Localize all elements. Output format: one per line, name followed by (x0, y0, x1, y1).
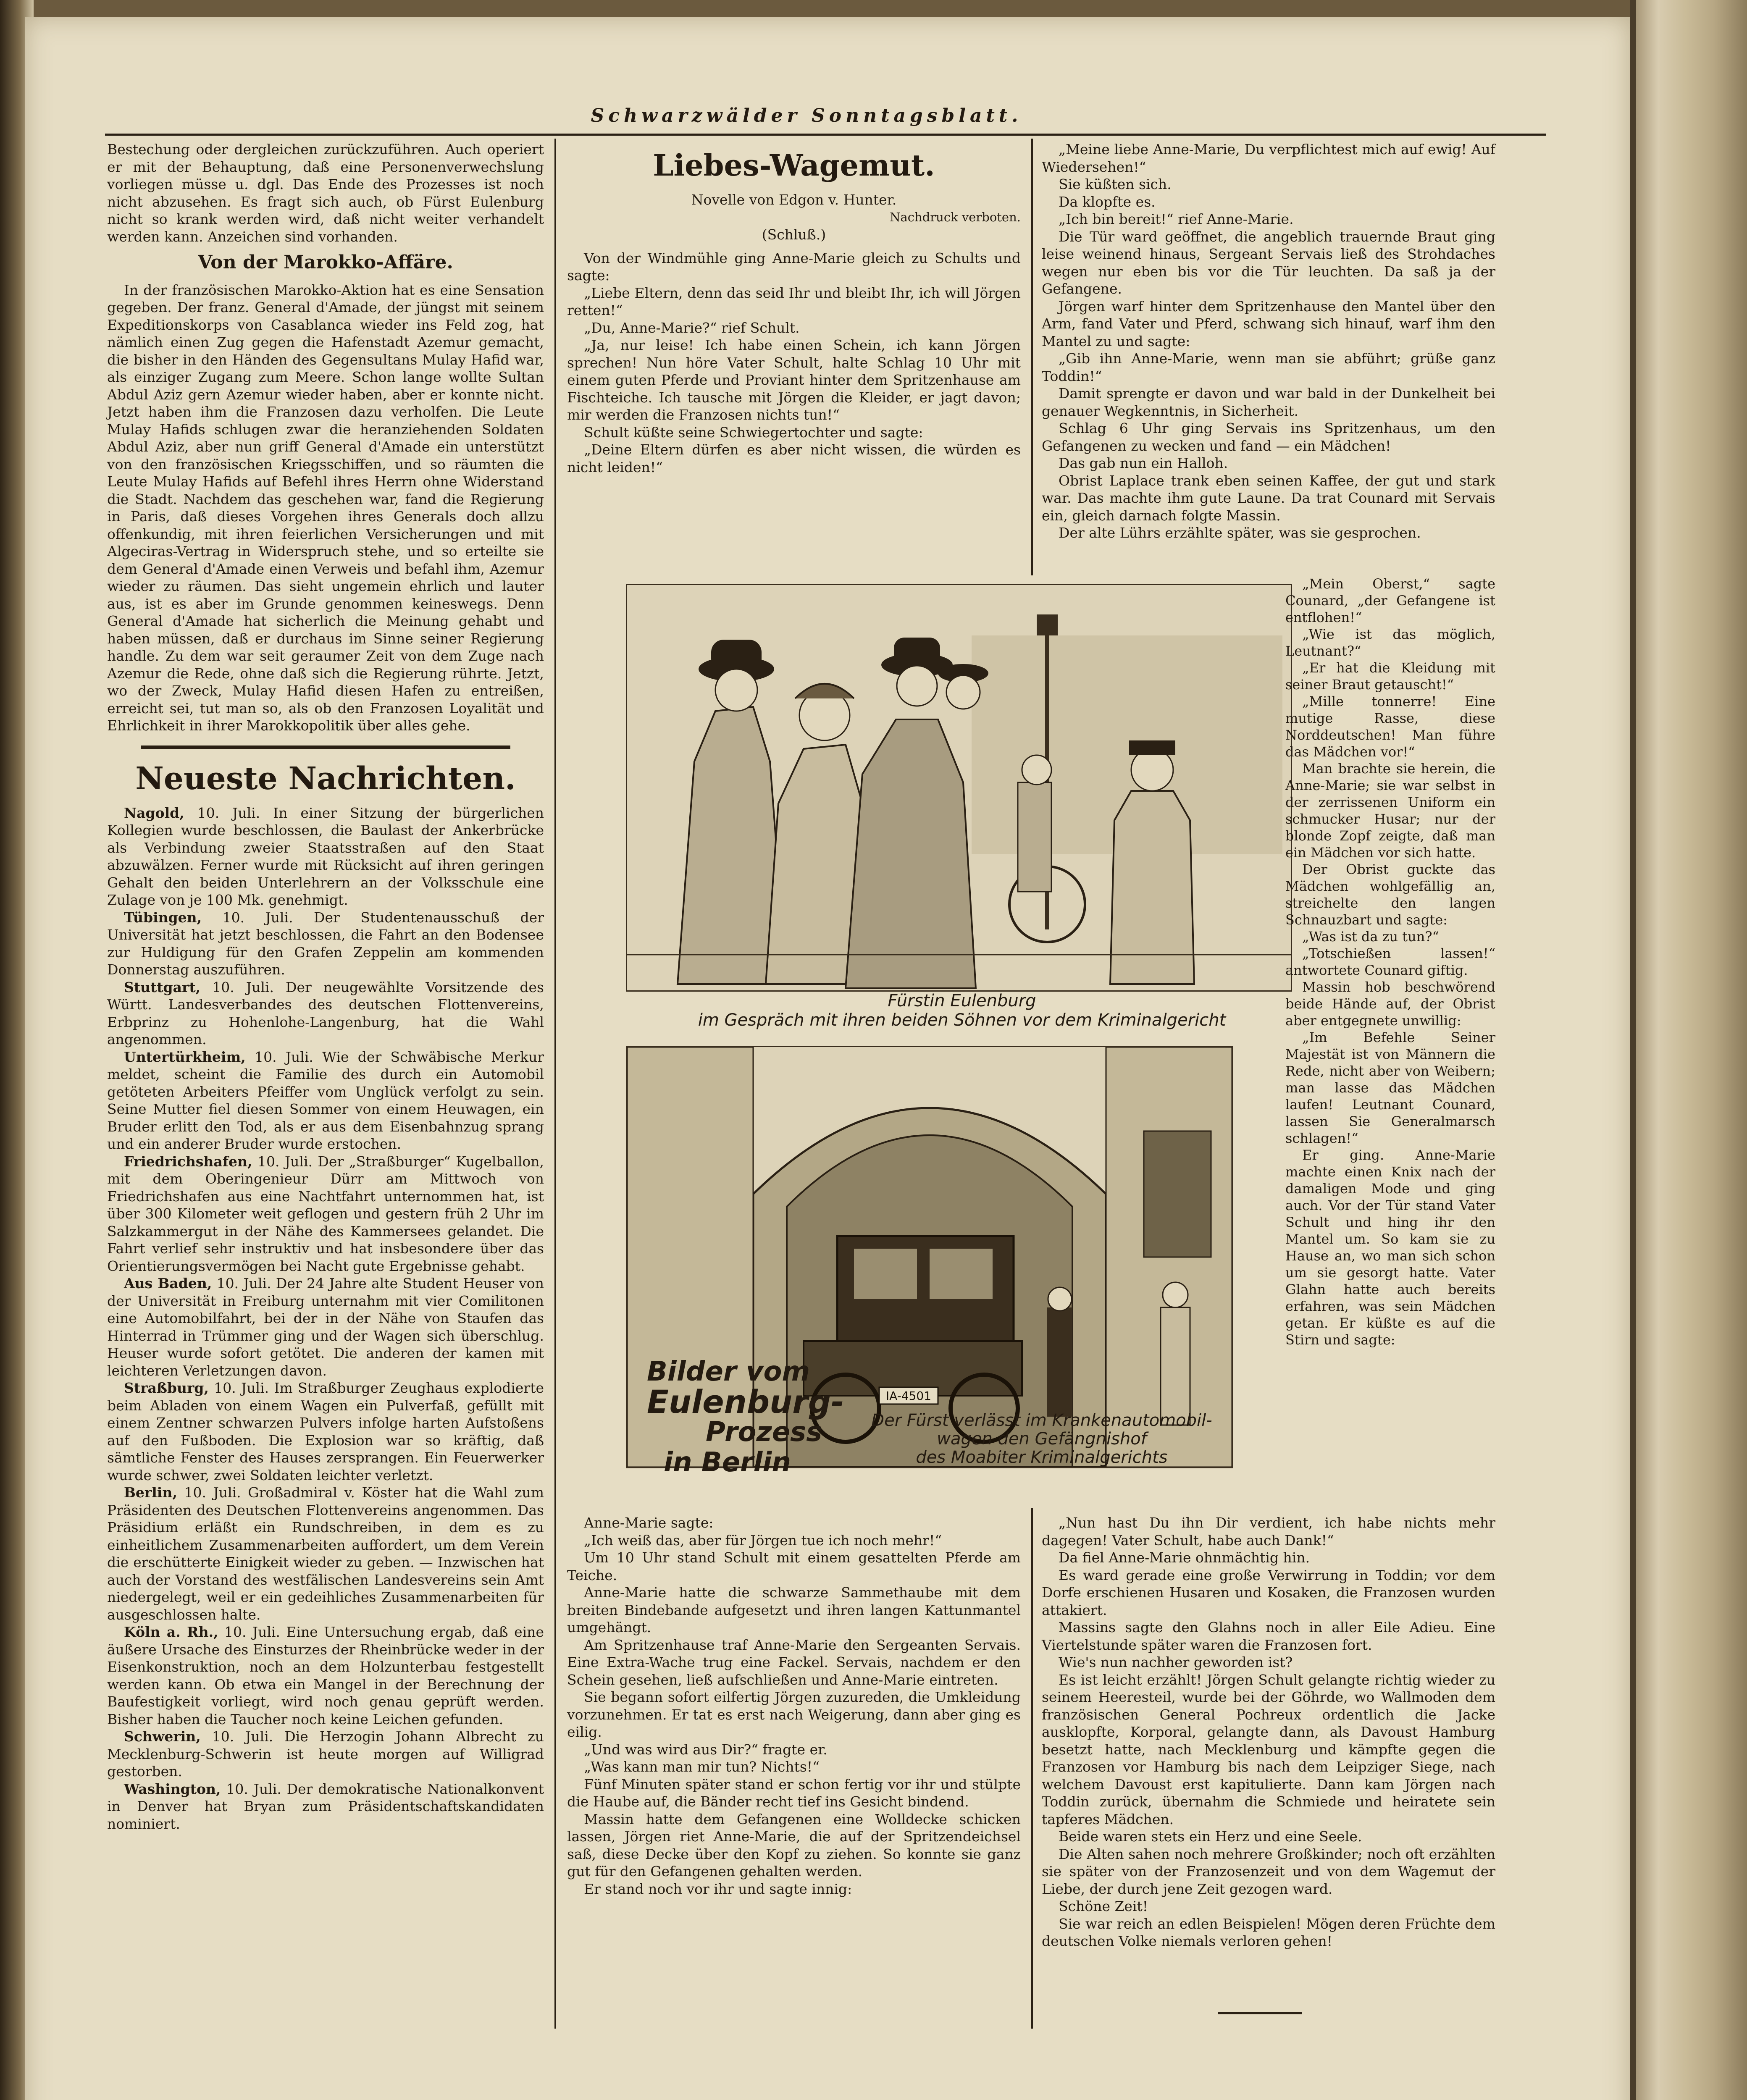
news-place: Schwerin, (124, 1728, 201, 1745)
story-paragraph: „Mille tonnerre! Eine mutige Rasse, diese Norddeutschen! Man führe das Mädchen vor!“ (1285, 693, 1495, 760)
title-line: Eulenburg- (647, 1383, 844, 1420)
story-paragraph: „Wie ist das möglich, Leutnant?“ (1285, 626, 1495, 659)
news-text: 10. Juli. Im Straßburger Zeughaus explodierte beim Abladen von einem Wagen ein Pulverfaß, gefüllt mit einem Zentner schwarzen Pulvers infolge harten Aufstoßens auf den Fußboden. Die Explosion war so kräftig, daß sämtliche Fenster des Hauses zersprangen. Ein Feuerwerker wurde schwer, zwei Soldaten leichter verletzt. (107, 1380, 544, 1483)
story-paragraph: Die Tür ward geöffnet, die angeblich trauernde Braut ging leise weinend hinaus, Sergeant Servais ließ des Strohdaches wegen nur eben bis vor die Tür leuchten. Da saß ja der Gefangene. (1042, 228, 1495, 297)
news-text: 10. Juli. Wie der Schwäbische Merkur meldet, scheint die Familie des durch ein Automobil getöteten Arbeiters Pfeiffer vom Unglück verfolgt zu sein. Seine Mutter fiel diesen Sommer von einem Heuwagen, ein Bruder erlitt den Tod, als er aus dem Eisenbahnzug sprang und ein anderer Bruder wurde erstochen. (107, 1048, 544, 1152)
column-divider-right-top (1031, 139, 1033, 575)
story-paragraph: Da klopfte es. (1059, 193, 1156, 210)
news-text: 10. Juli. Der demokratische Nationalkonvent in Denver hat Bryan zum Präsidentschaftskandidaten nominiert. (107, 1780, 544, 1832)
story-paragraph: Es ward gerade eine große Verwirrung in Toddin; vor dem Dorfe erschienen Husaren und Kosaken, die Franzosen wurden attakiert. (1042, 1567, 1495, 1618)
title-line: Prozess (706, 1417, 822, 1448)
news-item (107, 1048, 544, 1153)
story-paragraph: Am Spritzenhause traf Anne-Marie den Sergeanten Servais. Eine Extra-Wache trug eine Fackel. Servais, nachdem er den Schein gesehen, ließ aufschließen und Anne-Marie eintreten. (567, 1636, 1021, 1688)
marokko-paragraph: In der französischen Marokko-Aktion hat es eine Sensation gegeben. Der franz. General d'Amade, der jüngst mit seinem Expeditionskorps von Casablanca wieder ins Feld zog, hat nämlich einen Zug gegen die Hafenstadt Azemur gemacht, die bisher in den Händen des Gegensultans Mulay Hafid war, als einziger Zugang zum Meere. Schon lange wollte Sultan Abdul Aziz gern Azemur wieder haben, aber er konnte nicht. Jetzt haben ihm die Franzosen dazu verholfen. Die Leute Mulay Hafids schlugen zwar die heranziehenden Soldaten Abdul Aziz, aber nun griff General d'Amade ein unterstützt von den französischen Kriegsschiffen, und so räumten die Leute Mulay Hafids auf Befehl ihres Herrn ohne Widerstand die Stadt. Nachdem das geschehen war, fand die Regierung in Paris, daß dieses Vorgehen ihres Generals doch allzu offenkundig, mit ihren feierlichen Versicherungen und mit Algeciras-Vertrag in Widerspruch stehe, und so erteilte sie dem General d'Amade einen Verweis und befahl ihm, Azemur wieder zu räumen. Das sieht ungemein ehrlich und lauter aus, ist es aber im Grunde genommen keineswegs. Denn General d'Amade hat sicherlich die Meinung gehabt und haben müssen, daß er durchaus im Sinne seiner Regierung handle. Zu dem war seit geraumer Zeit von dem Zuge nach Azemur die Rede, ohne daß sich die Regierung rührte. Jetzt, wo der Zweck, Mulay Hafid diesen Hafen zu entreißen, erreicht sei, tut man so, als ob den Franzosen Loyalität und Ehrlichkeit in ihrer Marokkopolitik über alles gehe. (107, 281, 544, 734)
story-paragraph: „Er hat die Kleidung mit seiner Braut getauscht!“ (1285, 660, 1495, 693)
story-paragraph: „Im Befehle Seiner Majestät ist von Männern die Rede, nicht aber von Weibern; man lasse das Mädchen laufen! Leutnant Counard, lassen Sie Generalmarsch schlagen!“ (1285, 1029, 1495, 1146)
story-paragraph: „Liebe Eltern, denn das seid Ihr und bleibt Ihr, ich will Jörgen retten!“ (567, 284, 1021, 318)
news-item (107, 1623, 544, 1728)
illustration-2-caption (844, 1411, 1239, 1467)
story-paragraph: Die Alten sahen noch mehrere Großkinder; noch oft erzählten sie später von der Franzosenzeit und von dem Wagemut der Liebe, der durch jene Zeit gezogen ward. (1042, 1845, 1495, 1897)
news-place: Friedrichshafen, (124, 1153, 252, 1170)
news-item (107, 1728, 544, 1780)
story-paragraph: Sie begann sofort eilfertig Jörgen zuzureden, die Umkleidung vorzunehmen. Er tat es erst nach Weigerung, dann aber ging es eilig. (567, 1689, 1021, 1740)
marokko-heading: Von der Marokko-Affäre. (198, 252, 453, 273)
engraving-figures-image (627, 585, 1291, 990)
caption-line: wagen den Gefängnishof (937, 1429, 1147, 1449)
story-right-bottom (1042, 1514, 1495, 1950)
news-place: Aus Baden, (124, 1275, 212, 1292)
story-mid-bottom (567, 1514, 1021, 1898)
news-item (107, 1484, 544, 1623)
news-item (107, 1275, 544, 1379)
news-place: Stuttgart, (124, 979, 201, 995)
news-place: Washington, (124, 1780, 221, 1797)
news-text: 10. Juli. In einer Sitzung der bürgerlichen Kollegien wurde beschlossen, die Baulast der Ankerbrücke als Verbindung zweier Staatsstraßen auf den Staat abzuwälzen. Ferner wurde mit Rücksicht auf ihren geringen Gehalt den beiden Unterlehrern an der Volksschule eine Zulage von je 100 Mk. genehmigt. (107, 804, 544, 908)
news-place: Köln a. Rh., (124, 1624, 218, 1640)
story-part: (Schluß.) (762, 226, 826, 243)
news-heading: Neueste Nachrichten. (135, 760, 516, 797)
caption-line: des Moabiter Kriminalgerichts (916, 1448, 1168, 1467)
caption-line: im Gespräch mit ihren beiden Söhnen vor dem Kriminalgericht (698, 1011, 1226, 1030)
news-text: 10. Juli. Der 24 Jahre alte Student Heuser von der Universität in Freiburg unternahm mit vier Comilitonen eine Automobilfahrt, bei der in der Nähe von Staufen das Hinterrad in Trümmer ging und der Wagen sich überschlug. Heuser wurde sofort getötet. Die anderen der kamen mit leichteren Verletzungen davon. (107, 1275, 544, 1379)
story-paragraph: Das gab nun ein Halloh. (1059, 455, 1228, 471)
story-byline: Novelle von Edgon v. Hunter. (691, 192, 897, 208)
title-line: Bilder vom (647, 1356, 810, 1387)
news-text: 10. Juli. Der „Straßburger“ Kugelballon, mit dem Oberingenieur Dürr am Mittwoch von Friedrichshafen aus eine Nachtfahrt unternommen hat, ist über 300 Kilometer weit geflogen und gestern früh 2 Uhr im Salzkammergut in der Nähe des Kammersees gelandet. Die Fahrt verlief sehr instruktiv und hat insbesondere über das Orientierungsvermögen bei Nacht gute Ergebnisse gehabt. (107, 1153, 544, 1274)
story-paragraph: „Ich bin bereit!“ rief Anne-Marie. (1059, 211, 1294, 227)
story-paragraph: Sie war reich an edlen Beispielen! Mögen deren Früchte dem deutschen Volke niemals verloren gehen! (1042, 1915, 1495, 1949)
news-item (107, 1153, 544, 1275)
illustration-1-caption (630, 991, 1294, 1030)
story-end-rule (1218, 2012, 1302, 2014)
news-place: Tübingen, (124, 909, 202, 926)
news-item (107, 909, 544, 979)
story-title: Liebes-Wagemut. (653, 148, 935, 183)
news-place: Straßburg, (124, 1380, 209, 1396)
masthead-rule (105, 134, 1546, 136)
story-right-narrow (1285, 575, 1495, 1348)
illustration-eulenburg-family (626, 584, 1292, 992)
news-text: 10. Juli. Der neugewählte Vorsitzende des Württ. Landesverbandes des deutschen Flottenvereins, Erbprinz zu Hohenlohe-Langenburg, hat die Wahl angenommen. (107, 979, 544, 1047)
story-paragraph: Da fiel Anne-Marie ohnmächtig hin. (1059, 1549, 1310, 1566)
story-paragraph: Man brachte sie herein, die Anne-Marie; sie war selbst in der zerrissenen Uniform ein schmucker Husar; nur der blonde Zopf zeigte, daß man ein Mädchen vor sich hatte. (1285, 761, 1495, 861)
story-paragraph: Wie's nun nachher geworden ist? (1059, 1654, 1293, 1670)
license-plate-text: IA-4501 (885, 1389, 932, 1403)
story-paragraph: „Was kann man mir tun? Nichts!“ (584, 1759, 820, 1775)
story-top (567, 141, 1021, 476)
news-text: 10. Juli. Die Herzogin Johann Albrecht zu Mecklenburg-Schwerin ist heute morgen auf Willigrad gestorben. (107, 1728, 544, 1780)
story-right-top (1042, 141, 1495, 542)
news-text: 10. Juli. Großadmiral v. Köster hat die Wahl zum Präsidenten des Deutschen Flottenvereins angenommen. Das Präsidium erläßt ein Rundschreiben, in dem es zu einheitlichem Zusammenarbeiten auffordert, um dem Verein die erschütterte Einigkeit wieder zu geben. — Inzwischen hat auch der Vorstand des westfälischen Landesvereins sein Amt niedergelegt, weil er ein gedeihliches Zusammenarbeiten für ausgeschlossen halte. (107, 1484, 544, 1623)
news-text: 10. Juli. Eine Untersuchung ergab, daß eine äußere Ursache des Einsturzes der Rheinbrücke weder in der Eisenkonstruktion, noch an dem Holzunterbau festgestellt werden kann. Ob etwa ein Mangel in der Berechnung der Baufestigkeit vorliegt, wird noch genau geprüft werden. Bisher haben die Taucher noch keine Leichen gefunden. (107, 1624, 544, 1727)
story-paragraph: „Gib ihn Anne-Marie, wenn man sie abführt; grüße ganz Toddin!“ (1042, 350, 1495, 384)
story-paragraph: Sie küßten sich. (1059, 176, 1172, 192)
title-line: in Berlin (664, 1447, 791, 1478)
story-paragraph: Obrist Laplace trank eben seinen Kaffee, der gut und stark war. Das machte ihm gute Laune. Da trat Counard mit Servais ein, gleich darnach folgte Massin. (1042, 472, 1495, 524)
story-paragraph: Es ist leicht erzählt! Jörgen Schult gelangte richtig wieder zu seinem Heeresteil, wurde bei der Göhrde, wo Wallmoden dem französischen General Pochreux ordentlich die Jacke ausklopfte, Korporal, gelangte dann, als Davoust Hamburg besetzt hatte, nach Mecklenburg und kämpfte gegen die Franzosen vor Hamburg bis nach dem Leipziger Siege, nach welchem Davoust erst kapitulierte. Dann kam Jörgen nach Toddin zurück, übernahm die Schmiede und heiratete sein tapferes Mädchen. (1042, 1671, 1495, 1827)
story-paragraph: Anne-Marie hatte die schwarze Sammethaube mit dem breiten Bindebande aufgesetzt und ihren langen Kattunmantel umgehängt. (567, 1584, 1021, 1635)
story-paragraph: Anne-Marie sagte: (584, 1515, 714, 1531)
story-paragraph: Massin hob beschwörend beide Hände auf, der Obrist aber entgegnete unwillig: (1285, 979, 1495, 1029)
story-paragraph: Schlag 6 Uhr ging Servais ins Spritzenhaus, um den Gefangenen zu wecken und fand — ein Mädchen! (1042, 420, 1495, 454)
left-column (107, 141, 544, 1832)
news-item (107, 1379, 544, 1484)
story-paragraph: Er ging. Anne-Marie machte einen Knix nach der damaligen Mode und ging auch. Vor der Tür stand Vater Schult und hing ihr den Mantel um. So kam sie zu Hause an, wo man sich schon um sie gesorgt hatte. Vater Glahn hatte auch bereits erfahren, was sein Mädchen getan. Er küßte es auf die Stirn und sagte: (1285, 1147, 1495, 1348)
caption-line: Fürstin Eulenburg (888, 991, 1036, 1011)
story-paragraph: Jörgen warf hinter dem Spritzenhause den Mantel über den Arm, fand Vater und Pferd, schwang sich hinauf, warf ihm den Mantel zu und sagte: (1042, 298, 1495, 349)
news-text: 10. Juli. Der Studentenausschuß der Universität hat jetzt beschlossen, die Fahrt an den Bodensee zur Huldigung für den Grafen Zeppelin am kommenden Donnerstag auszuführen. (107, 909, 544, 978)
section-separator (141, 746, 510, 749)
news-place: Untertürkheim, (124, 1048, 246, 1065)
story-paragraph: „Ich weiß das, aber für Jörgen tue ich noch mehr!“ (584, 1532, 942, 1549)
book-page-edges (1636, 0, 1747, 2100)
story-paragraph: „Nun hast Du ihn Dir verdient, ich habe nichts mehr dagegen! Vater Schult, habe auch Dank!“ (1042, 1515, 1495, 1549)
intro-paragraph: Bestechung oder dergleichen zurückzuführen. Auch operiert er mit der Behauptung, daß eine Personenverwechslung vorliegen müsse u. dgl. Das Ende des Prozesses ist noch nicht abzusehen. Es fragt sich auch, ob Fürst Eulenburg nicht so krank werden wird, daß nicht weiter verhandelt werden kann. Anzeichen sind vorhanden. (107, 141, 544, 245)
caption-line: Der Fürst verlässt im Krankenautomobil- (871, 1411, 1212, 1430)
story-paragraph: Schöne Zeit! (1059, 1898, 1148, 1914)
story-paragraph: „Mein Oberst,“ sagte Counard, „der Gefangene ist entflohen!“ (1285, 576, 1495, 625)
story-paragraph: Der Obrist guckte das Mädchen wohlgefällig an, streichelte den langen Schnauzbart und sagte: (1285, 861, 1495, 928)
column-divider-right-bottom (1031, 1508, 1033, 2029)
reprint-note: Nachdruck verboten. (890, 210, 1021, 224)
story-paragraph: „Was ist da zu tun?“ (1302, 929, 1439, 945)
story-paragraph: Beide waren stets ein Herz und eine Seele. (1059, 1828, 1362, 1845)
story-paragraph: Um 10 Uhr stand Schult mit einem gesattelten Pferde am Teiche. (567, 1549, 1021, 1583)
column-divider-left (554, 139, 556, 2029)
story-paragraph: „Meine liebe Anne-Marie, Du verpflichtest mich auf ewig! Auf Wiedersehen!“ (1042, 141, 1495, 175)
story-paragraph: „Und was wird aus Dir?“ fragte er. (584, 1741, 828, 1758)
story-paragraph: Schult küßte seine Schwiegertochter und sagte: (584, 424, 923, 441)
story-paragraph: Massins sagte den Glahns noch in aller Eile Adieu. Eine Viertelstunde später waren die Franzosen fort. (1042, 1619, 1495, 1653)
story-paragraph: Damit sprengte er davon und war bald in der Dunkelheit bei genauer Wegkenntnis, in Sicherheit. (1042, 385, 1495, 419)
news-place: Berlin, (124, 1484, 177, 1501)
story-paragraph: „Du, Anne-Marie?“ rief Schult. (584, 319, 800, 336)
news-item (107, 979, 544, 1048)
story-paragraph: „Deine Eltern dürfen es aber nicht wissen, die würden es nicht leiden!“ (567, 441, 1021, 475)
masthead: Schwarzwälder Sonntagsblatt. (591, 105, 1022, 126)
story-paragraph: Der alte Lührs erzählte später, was sie gesprochen. (1059, 525, 1421, 541)
story-paragraph: Er stand noch vor ihr und sagte innig: (584, 1880, 852, 1897)
story-paragraph: Von der Windmühle ging Anne-Marie gleich zu Schults und sagte: (567, 249, 1021, 284)
news-item (107, 1780, 544, 1833)
story-paragraph: Fünf Minuten später stand er schon fertig vor ihr und stülpte die Haube auf, die Bänder recht tief ins Gesicht bindend. (567, 1776, 1021, 1810)
story-paragraph: Massin hatte dem Gefangenen eine Wolldecke schicken lassen, Jörgen riet Anne-Marie, die auf der Spritzendeichsel saß, diese Decke über den Kopf zu ziehen. So konnte sie ganz gut für den Gefangenen gehalten werden. (567, 1811, 1021, 1880)
news-place: Nagold, (124, 804, 184, 821)
news-item (107, 804, 544, 909)
story-paragraph: „Ja, nur leise! Ich habe einen Schein, ich kann Jörgen sprechen! Nun höre Vater Schult, halte Schlag 10 Uhr mit einem guten Pferde und Proviant hinter dem Spritzenhause am Fischteiche. Ich tausche mit Jörgen die Kleider, er jagt davon; mir werden die Franzosen nichts tun!“ (567, 337, 1021, 423)
story-paragraph: „Totschießen lassen!“ antwortete Counard giftig. (1285, 945, 1495, 978)
illustration-2-title (647, 1356, 844, 1478)
